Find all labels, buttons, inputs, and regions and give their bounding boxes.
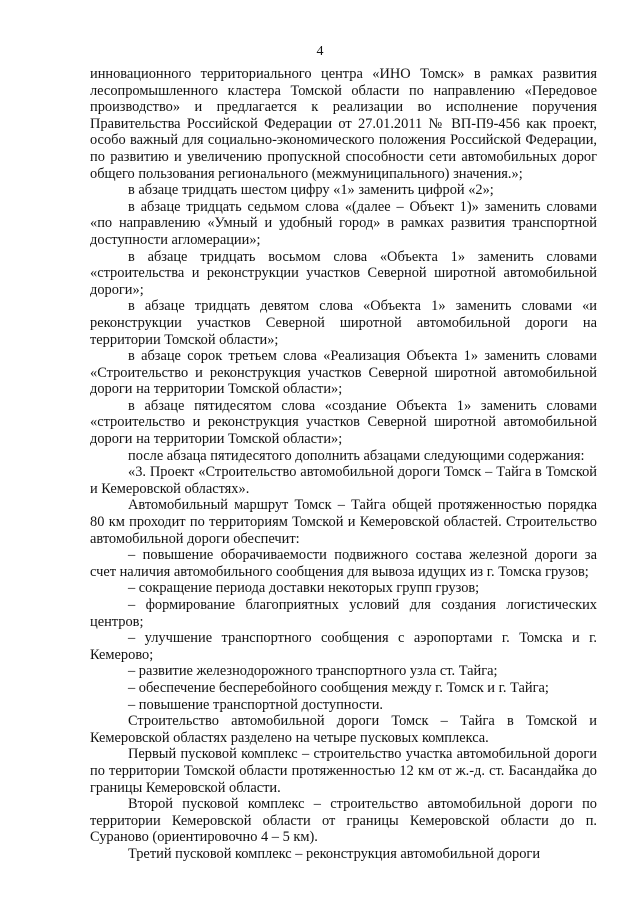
paragraph: в абзаце тридцать седьмом слова «(далее – Объект 1)» заменить словами «по направлению «Умный и удобный город» в рамках развития транспортной доступности агломерации»; [90, 198, 597, 248]
paragraph: в абзаце сорок третьем слова «Реализация Объекта 1» заменить словами «Строительство и реконструкция участков Северной широтной автомобильной дороги на территории Томской области»; [90, 348, 597, 398]
paragraph: Первый пусковой комплекс – строительство участка автомобильной дороги по территории Томской области протяженностью 12 км от ж.-д. ст. Басандайка до границы Кемеровской области. [90, 746, 597, 796]
paragraph: Третий пусковой комплекс – реконструкция автомобильной дороги [128, 845, 541, 862]
list-item: – сокращение периода доставки некоторых групп грузов; [128, 580, 480, 597]
paragraph: в абзаце пятидесятом слова «создание Объекта 1» заменить словами «строительство и реконструкция участков Северной широтной автомобильной дороги на территории Томской области»; [90, 397, 597, 448]
page-number: 4 [316, 44, 324, 59]
paragraph: в абзаце тридцать шестом цифру «1» заменить цифрой «2»; [128, 182, 494, 199]
list-item: – повышение транспортной доступности. [128, 696, 384, 713]
list-item: – формирование благоприятных условий для создания логистических центров; [90, 597, 597, 630]
list-item: – повышение оборачиваемости подвижного состава железной дороги за счет наличия автомобильного сообщения для вывоза идущих из г. Томска грузов; [90, 547, 597, 580]
paragraph: «3. Проект «Строительство автомобильной дороги Томск – Тайга в Томской и Кемеровской областях». [90, 464, 597, 497]
list-item: – обеспечение бесперебойного сообщения между г. Томск и г. Тайга; [128, 679, 549, 696]
paragraph: Строительство автомобильной дороги Томск – Тайга в Томской и Кемеровской областях разделено на четыре пусковых комплекса. [90, 713, 597, 746]
paragraph-continued: инновационного территориального центра «ИНО Томск» в рамках развития лесопромышленного кластера Томской области по направлению «Передовое производство» и предлагается к реализации во исполнение поручения Правительства Российской Федерации от 27.01.2011 № ВП-П9-456 как проект, особо важный для социально-экономического положения Российской Федерации, по развитию и увеличению пропускной способности сети автомобильных дорог общего пользования регионального (межмуниципального) значения.»; [90, 66, 597, 182]
list-item: – развитие железнодорожного транспортного узла ст. Тайга; [128, 663, 498, 680]
paragraph: Второй пусковой комплекс – строительство автомобильной дороги по территории Кемеровской области от границы Кемеровской области до п. Сураново (ориентировочно 4 – 5 км). [90, 796, 597, 846]
document-body [90, 66, 597, 863]
paragraph: в абзаце тридцать восьмом слова «Объекта 1» заменить словами «строительства и реконструкции участков Северной широтной автомобильной дороги»; [90, 248, 597, 298]
paragraph: в абзаце тридцать девятом слова «Объекта 1» заменить словами «и реконструкции участков Северной широтной автомобильной дороги на территории Томской области»; [90, 298, 597, 348]
list-item: – улучшение транспортного сообщения с аэропортами г. Томска и г. Кемерово; [90, 630, 597, 663]
paragraph: после абзаца пятидесятого дополнить абзацами следующими содержания: [128, 447, 585, 464]
paragraph: Автомобильный маршрут Томск – Тайга общей протяженностью порядка 80 км проходит по территориям Томской и Кемеровской областей. Строительство автомобильной дороги обеспечит: [90, 497, 597, 547]
